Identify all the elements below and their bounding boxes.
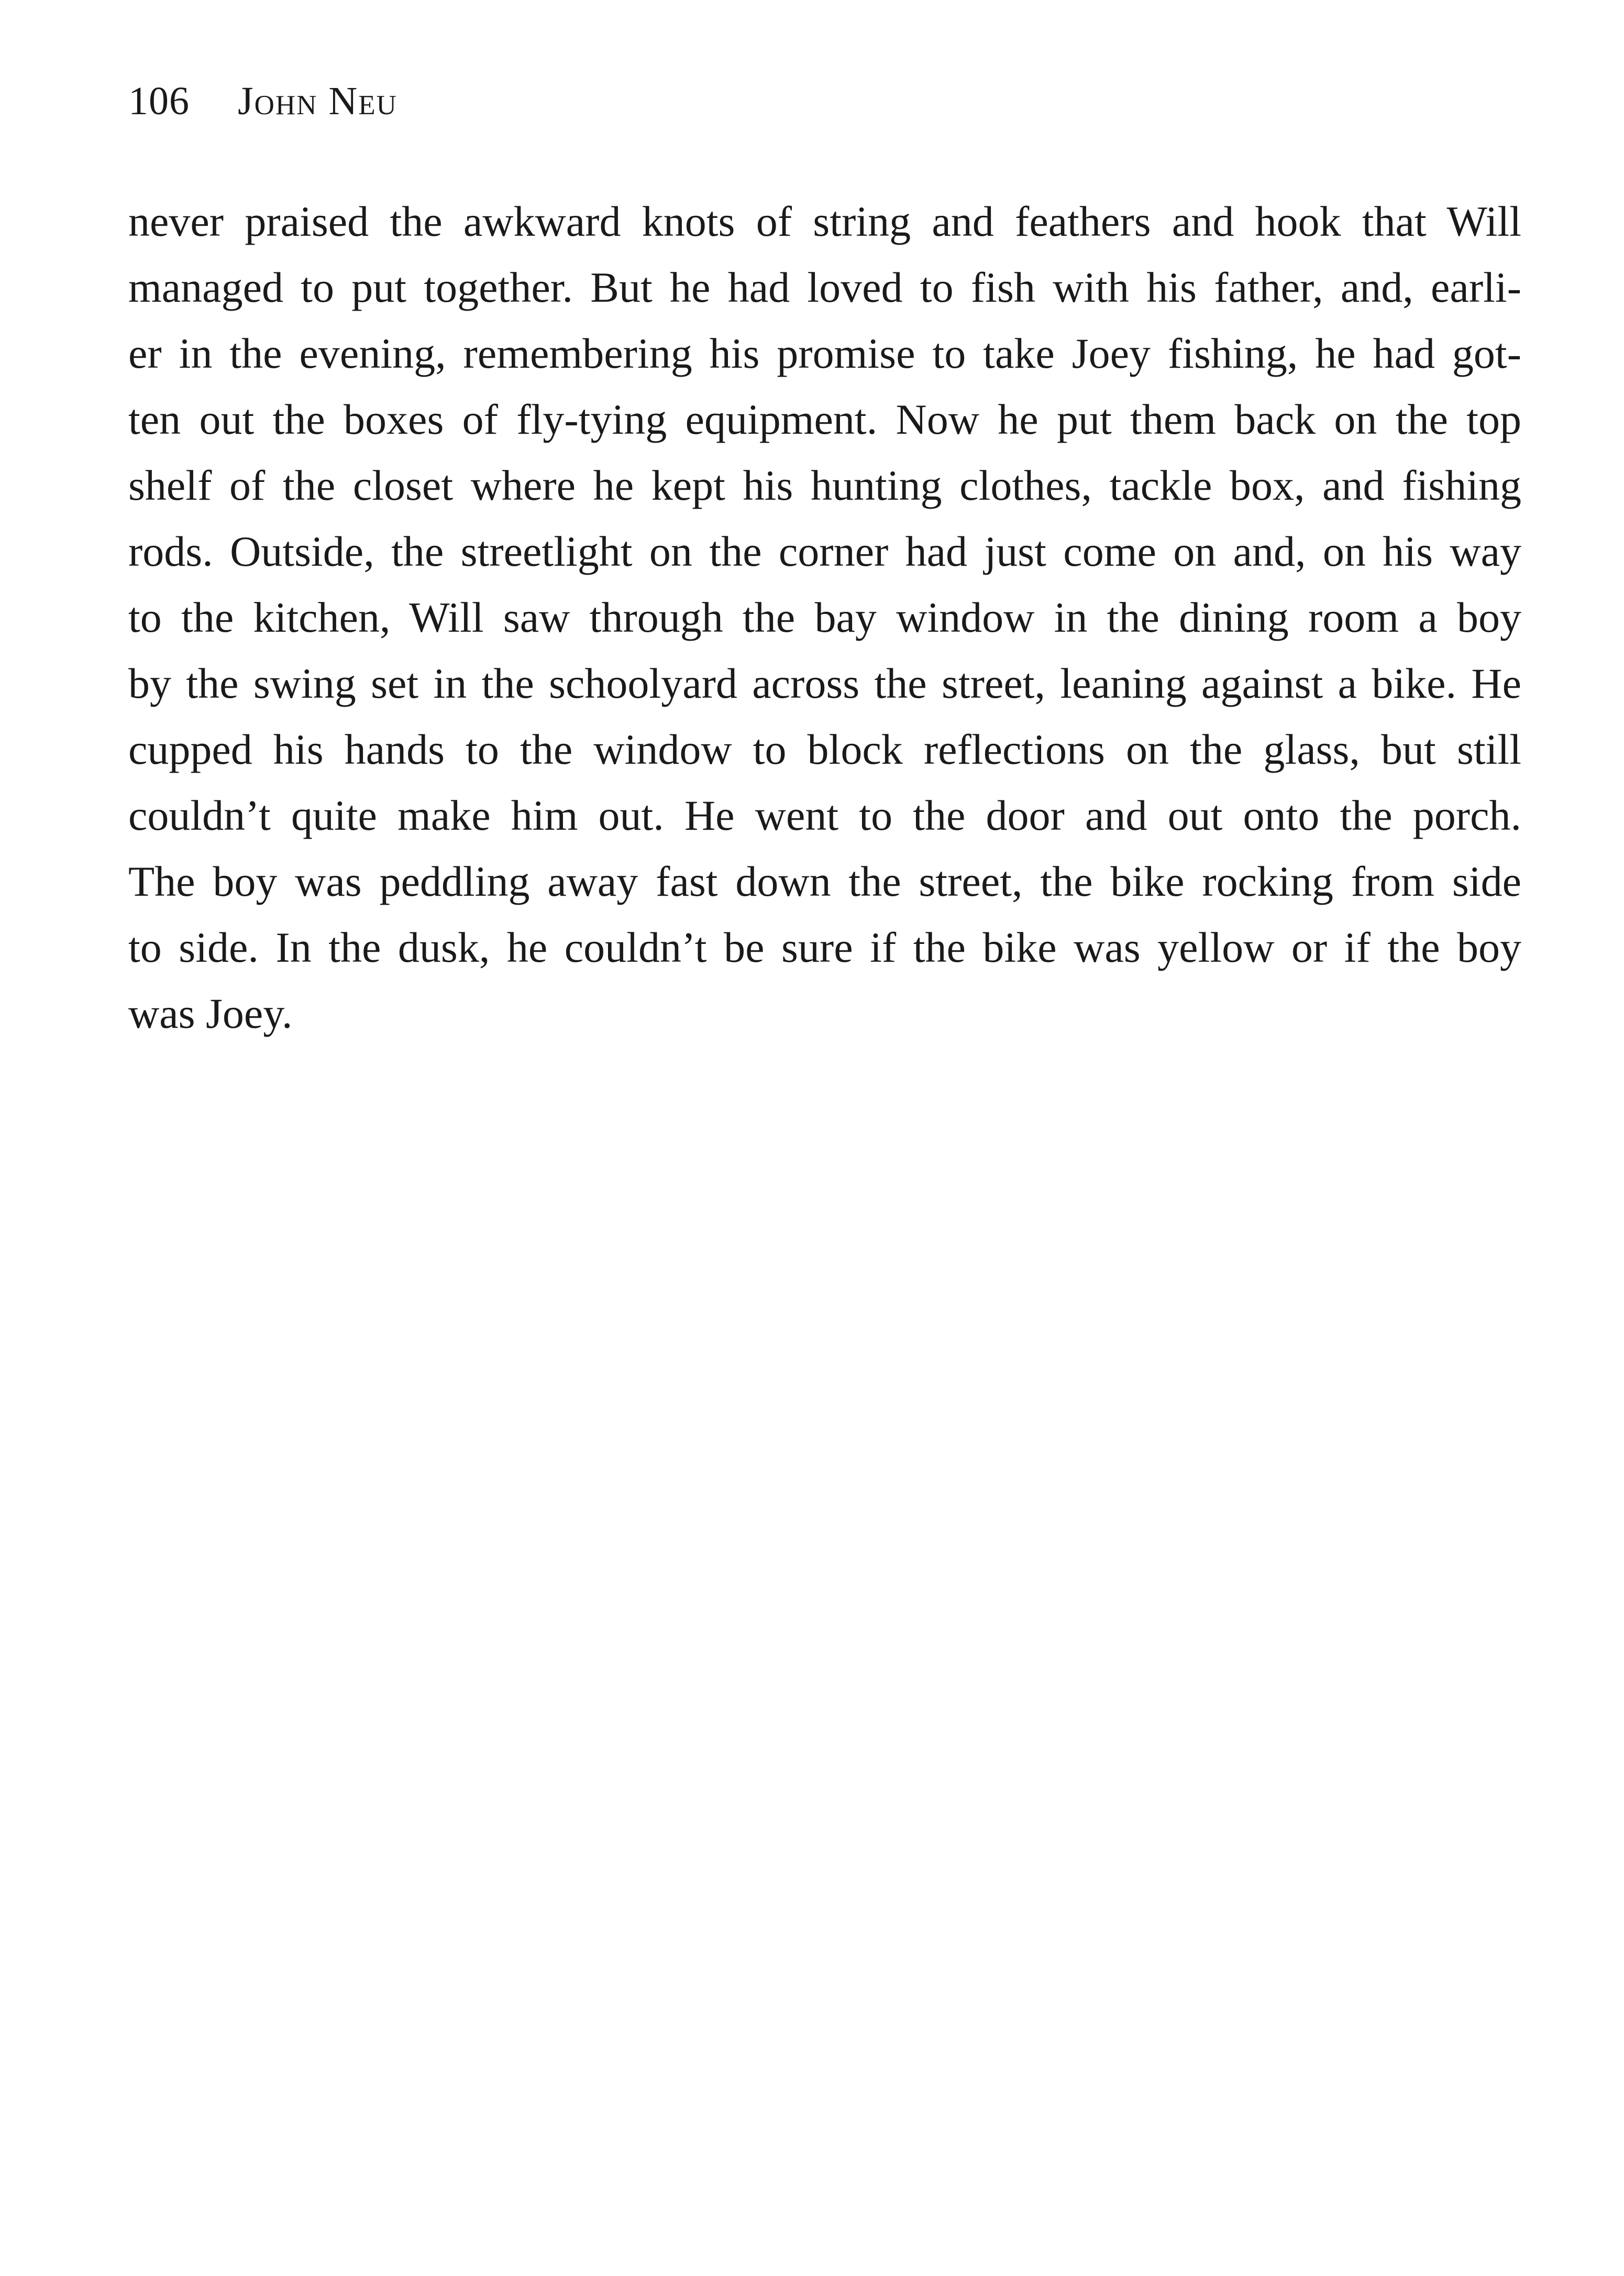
running-head xyxy=(128,79,397,126)
text-line: by the swing set in the schoolyard across the street, leaning against a bike. He xyxy=(128,659,1521,707)
text-line: to the kitchen, Will saw through the bay window in the dining room a boy xyxy=(128,593,1521,641)
text-line: to side. In the dusk, he couldn’t be sure if the bike was yellow or if the boy xyxy=(128,923,1521,971)
text-line: cupped his hands to the window to block reflections on the glass, but still xyxy=(128,725,1521,773)
text-line: managed to put together. But he had loved to fish with his father, and, earli- xyxy=(128,263,1521,311)
text-line: ten out the boxes of fly-tying equipment. Now he put them back on the top xyxy=(128,395,1521,443)
text-line: couldn’t quite make him out. He went to the door and out onto the porch. xyxy=(128,791,1521,839)
text-line: The boy was peddling away fast down the street, the bike rocking from side xyxy=(128,857,1521,905)
text-line: was Joey. xyxy=(128,989,293,1037)
text-line: rods. Outside, the streetlight on the corner had just come on and, on his way xyxy=(128,527,1521,575)
text-line: er in the evening, remembering his promise to take Joey fishing, he had got- xyxy=(128,329,1521,377)
text-line: shelf of the closet where he kept his hunting clothes, tackle box, and fishing xyxy=(128,461,1521,509)
text-line: never praised the awkward knots of string and feathers and hook that Will xyxy=(128,197,1521,245)
page-number: 106 xyxy=(128,79,190,123)
body-paragraph xyxy=(128,189,1521,1047)
author-name: John Neu xyxy=(238,79,397,123)
